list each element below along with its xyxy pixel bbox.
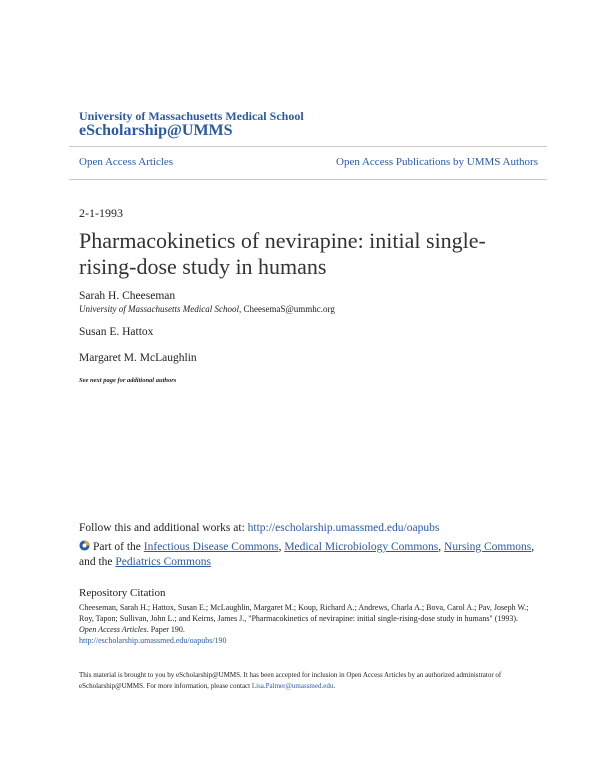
footnote-end: . bbox=[333, 682, 336, 690]
nav-open-access-publications[interactable]: Open Access Publications by UMMS Authors bbox=[336, 156, 538, 168]
follow-line bbox=[79, 522, 439, 534]
affiliation-institution: University of Massachusetts Medical School bbox=[79, 304, 239, 314]
commons-and: , and the bbox=[79, 541, 535, 568]
infectious-disease-commons-link[interactable]: Infectious Disease Commons bbox=[143, 541, 279, 553]
author-name: Sarah H. Cheeseman bbox=[79, 290, 176, 302]
part-of-prefix: Part of the bbox=[93, 541, 144, 553]
commons-separator: , bbox=[438, 541, 445, 553]
repository-citation-heading: Repository Citation bbox=[79, 587, 166, 599]
citation-body: Cheeseman, Sarah H.; Hattox, Susan E.; McLaughlin, Margaret M.; Koup, Richard A.; Andrews, Charla A.; Bova, Carol A.; Pav, Joseph W.; Roy, Tapon; Sullivan, John L.; and Keirns, James J., "Pharmacokinetics of nevirapine: initial single-rising-dose study in humans" (1993). bbox=[79, 603, 529, 623]
follow-label: Follow this and additional works at: bbox=[79, 522, 248, 534]
commons-logo-icon bbox=[79, 540, 90, 551]
affiliation-separator: , bbox=[238, 304, 244, 314]
institution-name: University of Massachusetts Medical School bbox=[79, 109, 304, 123]
commons-separator: , bbox=[278, 541, 285, 553]
publication-date: 2-1-1993 bbox=[79, 206, 123, 220]
contact-email-link[interactable]: Lisa.Palmer@umassmed.edu bbox=[251, 682, 334, 690]
citation-journal: Open Access Articles bbox=[79, 625, 147, 634]
brand-name[interactable]: eScholarship@UMMS bbox=[79, 122, 233, 139]
author-affiliation bbox=[79, 304, 335, 314]
part-of-commons bbox=[79, 540, 549, 570]
footnote bbox=[79, 670, 539, 692]
author-email: CheesemaS@ummhc.org bbox=[243, 304, 335, 314]
pediatrics-commons-link[interactable]: Pediatrics Commons bbox=[115, 556, 211, 568]
citation-paper: . Paper 190. bbox=[146, 625, 185, 634]
footnote-text: This material is brought to you by eScholarship@UMMS. It has been accepted for inclusion in Open Access Articles by an authorized administrator of eScholarship@UMMS. For more information, please contact bbox=[79, 671, 502, 690]
citation-text bbox=[79, 602, 529, 646]
see-next-page-note: See next page for additional authors bbox=[79, 377, 177, 384]
follow-url-link[interactable]: http://escholarship.umassmed.edu/oapubs bbox=[247, 522, 440, 534]
article-title: Pharmacokinetics of nevirapine: initial single-rising-dose study in humans bbox=[79, 228, 486, 279]
citation-url-link[interactable]: http://escholarship.umassmed.edu/oapubs/190 bbox=[79, 636, 227, 645]
nursing-commons-link[interactable]: Nursing Commons bbox=[444, 541, 532, 553]
author-name: Margaret M. McLaughlin bbox=[79, 352, 197, 364]
nav-open-access-articles[interactable]: Open Access Articles bbox=[79, 156, 174, 168]
divider-top bbox=[69, 146, 547, 147]
divider-bottom bbox=[69, 179, 547, 180]
author-name: Susan E. Hattox bbox=[79, 326, 154, 338]
medical-microbiology-commons-link[interactable]: Medical Microbiology Commons bbox=[284, 541, 439, 553]
